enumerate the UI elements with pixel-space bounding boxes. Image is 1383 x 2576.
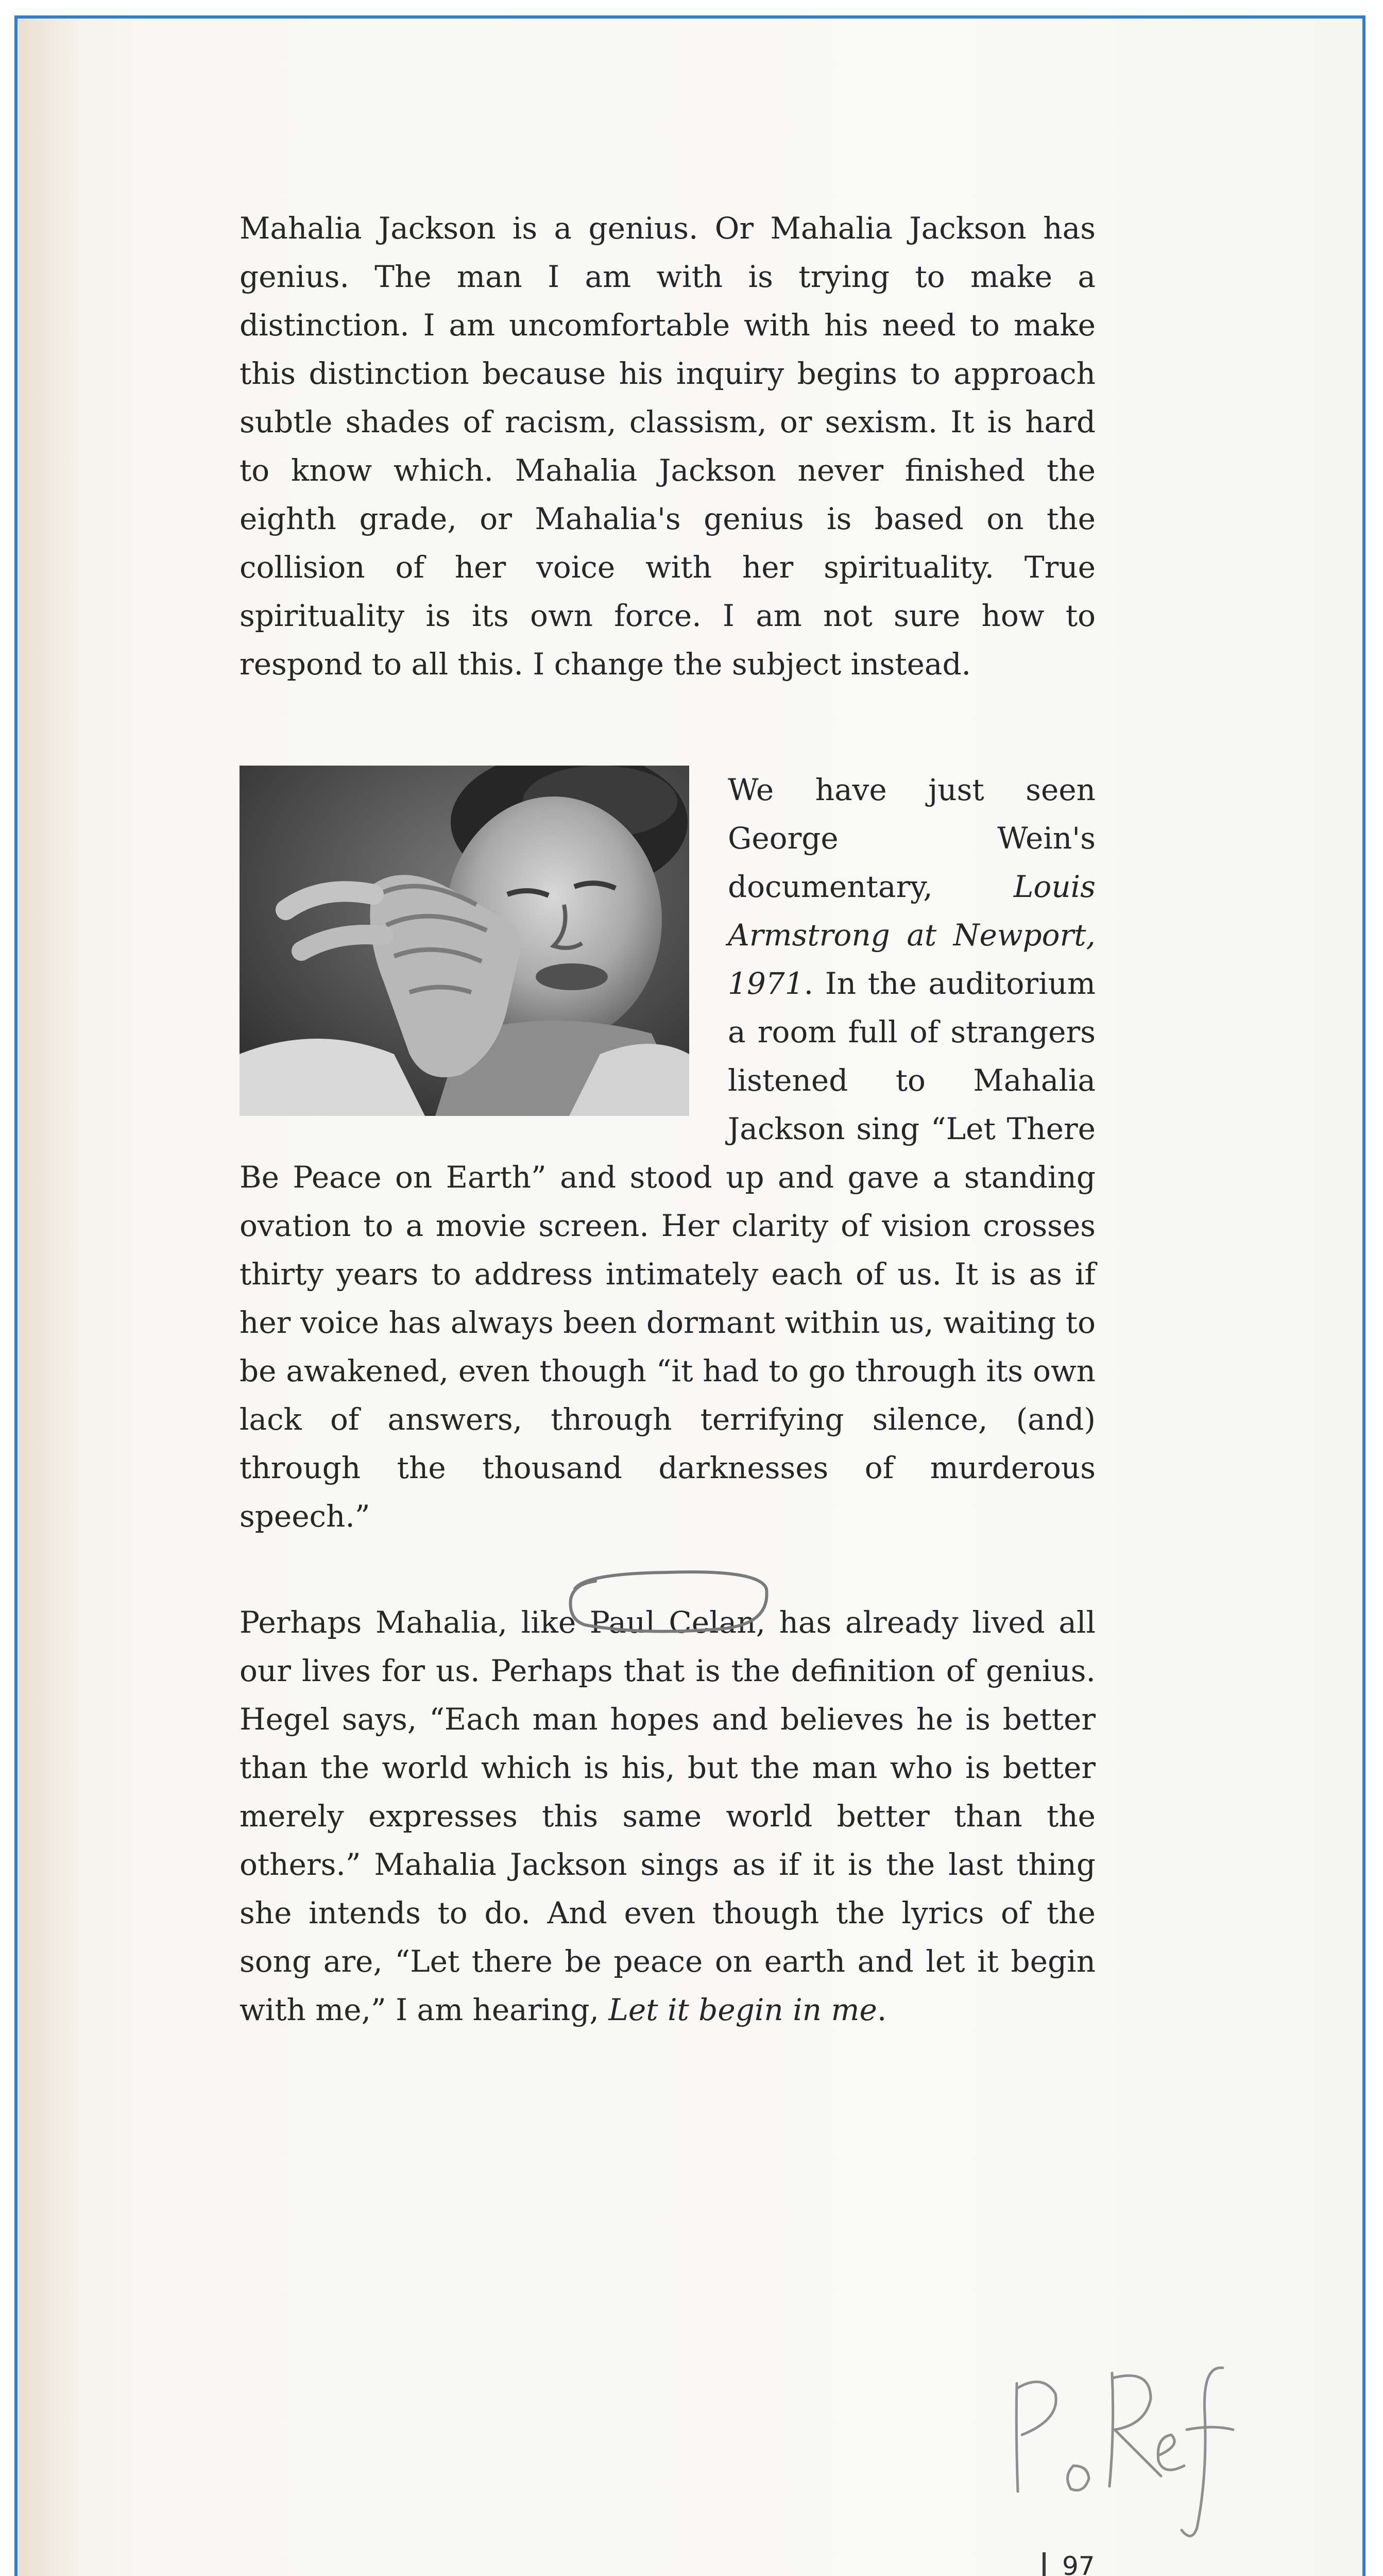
film-title: Louis Armstrong at Newport, 1971	[728, 869, 1096, 1001]
page-number-rule	[1043, 2552, 1046, 2576]
circled-name: Paul Celan	[589, 1605, 756, 1640]
closing-italic: Let it begin in me	[608, 1992, 877, 2027]
paragraph-2-intro: We have just seen George Wein's documentary,	[728, 772, 1096, 904]
page-number: 97	[1062, 2551, 1095, 2576]
book-page	[18, 19, 1362, 2576]
handwritten-signature	[1006, 2352, 1254, 2548]
paragraph-3-rest: , has already lived all our lives for us. Perhaps that is the definition of genius. Hegel says, “Each man hopes and believes he is better than the world which is his, but the man who is better merely expresses this same world better than the others.” Mahalia Jackson sings as if it is the last thing she intends to do. And even though the lyrics of the song are, “Let there be peace on earth and let it begin with me,” I am hearing,	[240, 1605, 1096, 2027]
paragraph-2	[240, 766, 1096, 1540]
paragraph-3	[240, 1598, 1096, 2034]
photo-of-singer-icon	[240, 766, 689, 1116]
pencil-circle-annotation	[565, 1568, 781, 1646]
singer-photo	[240, 766, 689, 1116]
document-frame	[14, 15, 1365, 2576]
paragraph-3-intro: Perhaps Mahalia, like	[240, 1605, 590, 1640]
paragraph-2-rest: . In the auditorium a room full of strangers listened to Mahalia Jackson sing “Let There Be Peace on Earth” and stood up and gave a standing ovation to a movie screen. Her clarity of vision crosses thirty years to address intimately each of us. It is as if her voice has always been dormant within us, waiting to be awakened, even though “it had to go through its own lack of answers, through terrifying silence, (and) through the thousand darknesses of murderous speech.”	[240, 966, 1096, 1534]
closing-punct: .	[877, 1992, 887, 2027]
paragraph-1: Mahalia Jackson is a genius. Or Mahalia Jackson has genius. The man I am with is trying to make a distinction. I am uncomfortable with his need to make this distinction because his inquiry begins to approach subtle shades of racism, classism, or sexism. It is hard to know which. Mahalia Jackson never finished the eighth grade, or Mahalia's genius is based on the collision of her voice with her spirituality. True spirituality is its own force. I am not sure how to respond to all this. I change the subject instead.	[240, 211, 1096, 682]
